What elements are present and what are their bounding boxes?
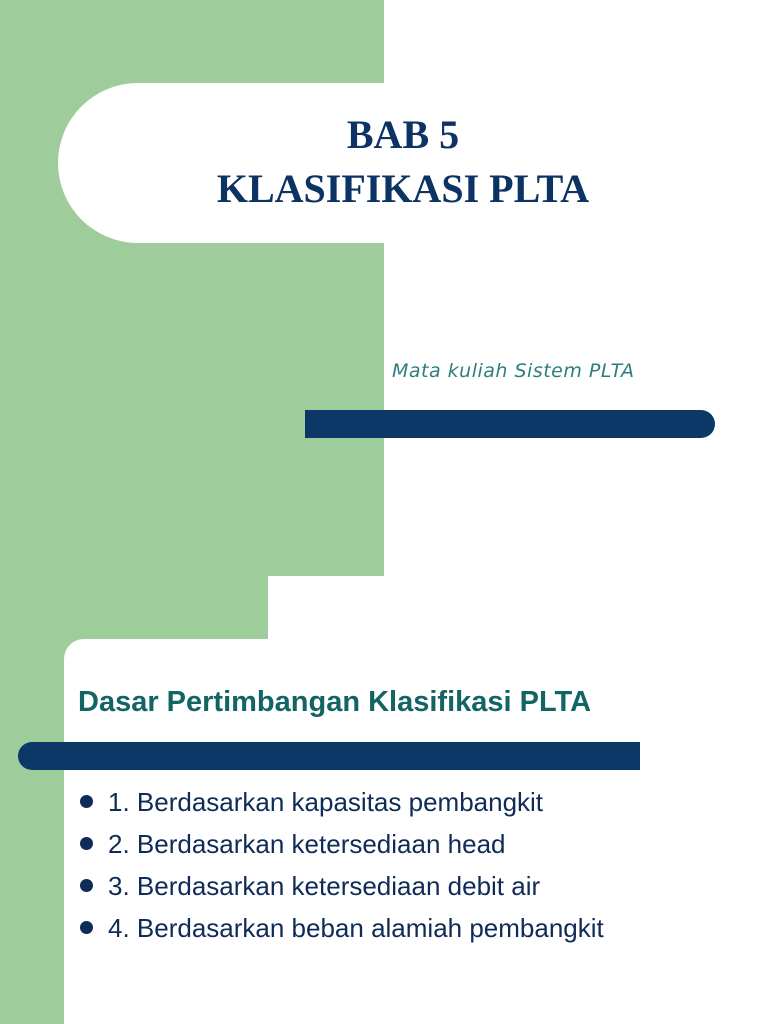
list-item-text: 3. Berdasarkan ketersediaan debit air	[108, 871, 541, 901]
list-item	[78, 907, 604, 949]
section-heading: Dasar Pertimbangan Klasifikasi PLTA	[78, 686, 592, 718]
list-item-text: 1. Berdasarkan kapasitas pembangkit	[108, 787, 544, 817]
list-item	[78, 823, 604, 865]
bullet-icon	[80, 795, 93, 808]
course-subtitle: Mata kuliah Sistem PLTA	[392, 360, 635, 382]
heading-underline-bar	[18, 742, 640, 770]
list-item	[78, 781, 604, 823]
list-item	[78, 865, 604, 907]
bullet-icon	[80, 921, 93, 934]
slide-title-heading	[58, 108, 748, 216]
title-line-chapter: BAB 5	[346, 112, 460, 157]
list-item-text: 2. Berdasarkan ketersediaan head	[108, 829, 506, 859]
classification-list	[78, 781, 604, 949]
bullet-icon	[80, 837, 93, 850]
list-item-text: 4. Berdasarkan beban alamiah pembangkit	[108, 913, 604, 943]
bullet-icon	[80, 879, 93, 892]
accent-bar	[305, 410, 715, 438]
title-line-topic: KLASIFIKASI PLTA	[216, 166, 590, 211]
